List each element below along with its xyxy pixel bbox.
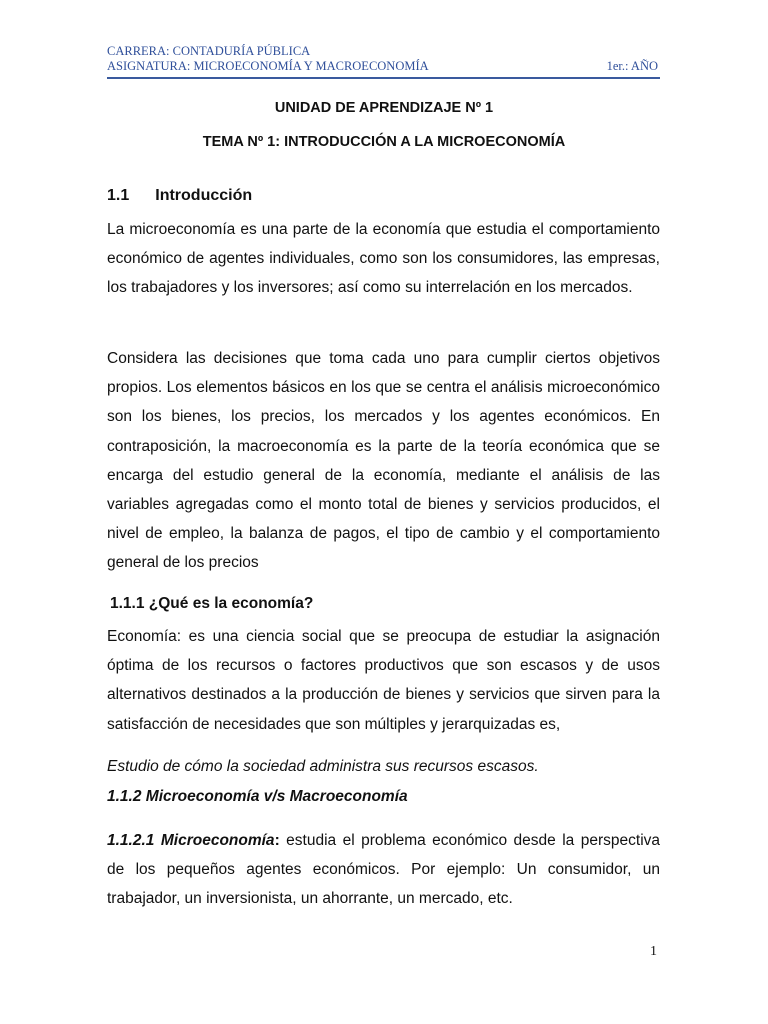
subsection-colon: : — [274, 832, 280, 849]
page-number: 1 — [650, 944, 657, 959]
section-heading-1-1-1: 1.1.1 ¿Qué es la economía? — [110, 595, 314, 612]
header-subject: ASIGNATURA: MICROECONOMÍA Y MACROECONOMÍA — [107, 59, 429, 73]
subsection-term: Microeconomía — [160, 832, 275, 849]
section-heading-1-1-2: 1.1.2 Microeconomía v/s Macroeconomía — [107, 788, 408, 805]
header-year: 1er.: AÑO — [606, 59, 658, 73]
paragraph-estudio: Estudio de cómo la sociedad administra sus recursos escasos. — [107, 758, 539, 775]
section-heading-1-1 — [107, 187, 252, 205]
subsection-text: estudia el problema económico desde la perspectiva de los pequeños agentes económicos. Por ejemplo: Un consumidor, un trabajador, un inversionista, un ahorrante, un mercado, etc. — [107, 832, 661, 908]
paragraph-considera: Considera las decisiones que toma cada uno para cumplir ciertos objetivos propios. Los elementos básicos en los que se centra el análisis microeconómico son los bienes, los precios, los mercados y los agentes económicos. En contraposición, la macroeconomía es la parte de la teoría económica que se encarga del estudio general de la economía, mediante el análisis de las variables agregadas como el monto total de bienes y servicios producidos, el nivel de empleo, la balanza de pagos, el tipo de cambio y el comportamiento general de los precios — [107, 350, 660, 572]
page-header — [107, 44, 660, 74]
paragraph-economia-definition: Economía: es una ciencia social que se preocupa de estudiar la asignación óptima de los recursos o factores productivos que son escasos y de usos alternativos destinados a la producción de bienes y servicios que sirven para la satisfacción de necesidades que son múltiples y jerarquizadas es, — [107, 628, 660, 733]
unit-title: UNIDAD DE APRENDIZAJE Nº 1 — [274, 100, 494, 116]
section-number: 1.1 — [107, 187, 130, 204]
topic-title: TEMA Nº 1: INTRODUCCIÓN A LA MICROECONOMÍA — [202, 134, 566, 150]
header-career: CARRERA: CONTADURÍA PÚBLICA — [107, 44, 311, 58]
paragraph-microeconomia — [107, 826, 660, 914]
subsection-number: 1.1.2.1 — [107, 832, 155, 849]
paragraph-intro: La microeconomía es una parte de la economía que estudia el comportamiento económico de agentes individuales, como son los consumidores, las empresas, los trabajadores y los inversores; así como su interrelación en los mercados. — [107, 221, 660, 297]
section-title: Introducción — [155, 187, 253, 204]
header-divider — [107, 77, 660, 79]
